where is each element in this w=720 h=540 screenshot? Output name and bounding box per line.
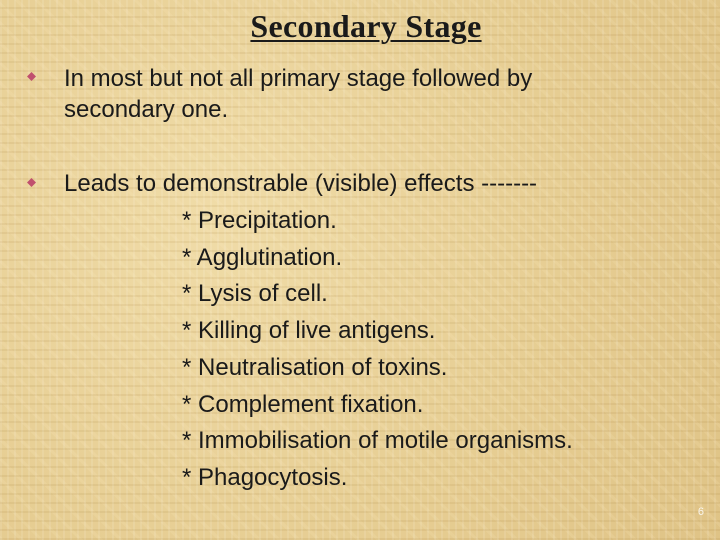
effect-item-neutralisation: * Neutralisation of toxins. [182,353,448,381]
bullet-line: In most but not all primary stage followed by [64,65,533,92]
slide-number: 6 [697,506,704,518]
bullet-line: Leads to demonstrable (visible) effects ------- [64,170,538,197]
diamond-bullet-icon [27,178,36,187]
effect-item-killing-antigens: * Killing of live antigens. [182,317,436,345]
effects-list [182,203,573,497]
diamond-bullet-icon [27,72,36,81]
effect-item-lysis: * Lysis of cell. [182,280,328,308]
effect-item-agglutination: * Agglutination. [182,243,343,271]
effect-item-immobilisation: * Immobilisation of motile organisms. [182,427,573,455]
effect-item-complement-fixation: * Complement fixation. [182,390,424,418]
effect-item-phagocytosis: * Phagocytosis. [182,463,348,491]
bullet-text-primary-followed [64,63,532,125]
bullet-line: secondary one. [64,96,229,123]
bullet-text-demonstrable-effects [64,168,537,199]
effect-item-precipitation: * Precipitation. [182,207,337,234]
slide-title: Secondary Stage [250,8,482,44]
